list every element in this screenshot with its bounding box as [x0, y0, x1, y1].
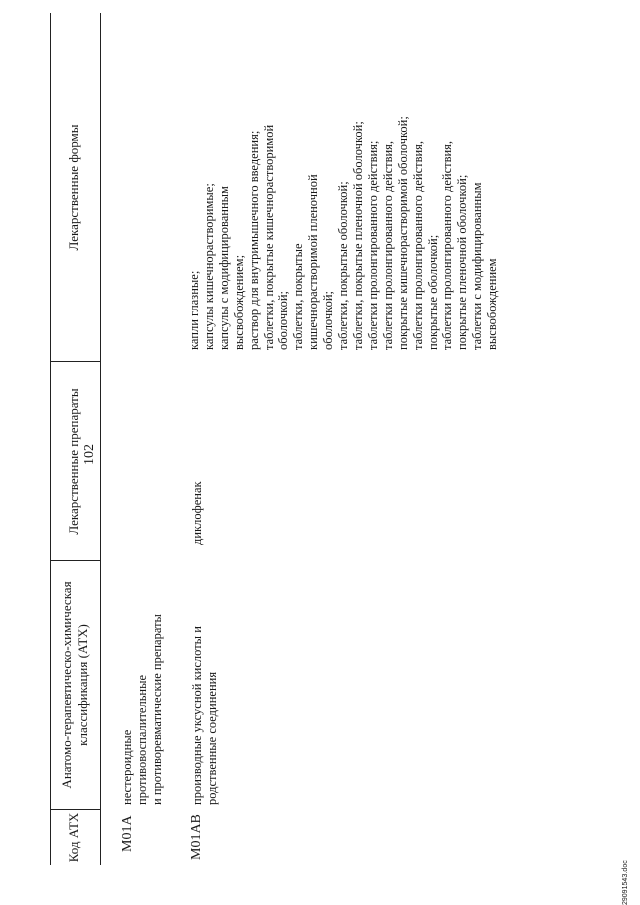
- form-line: таблетки, покрытые кишечнорастворимой: [261, 124, 276, 350]
- row1-class-line-3: и противоревматические препараты: [149, 614, 164, 805]
- form-line: покрытые пленочной оболочкой;: [455, 174, 470, 350]
- row2-classification: [190, 626, 220, 805]
- header-drugs: Лекарственные препараты: [66, 388, 81, 535]
- row1-class-line-2: противовоспалительные: [134, 674, 149, 805]
- row2-class-line-2: родственные соединения: [204, 671, 219, 805]
- form-line: покрытые оболочкой;: [425, 234, 440, 350]
- document-file-code: 2909154З.doc: [622, 860, 629, 905]
- row2-class-line-1: производные уксусной кислоты и: [190, 626, 204, 805]
- header-code: Код АТХ: [66, 812, 81, 863]
- form-line: покрытые кишечнорастворимой оболочкой;: [395, 116, 410, 350]
- form-line: таблетки, покрытые пленочной оболочкой;: [350, 121, 365, 350]
- header-forms: Лекарственные формы: [66, 124, 81, 251]
- row1-classification: [120, 614, 165, 805]
- row2-code: М01АВ: [189, 814, 204, 860]
- form-line: таблетки, покрытые: [291, 243, 306, 350]
- header-bottom-rule: [100, 13, 101, 865]
- form-line: капсулы кишечнорастворимые;: [201, 183, 216, 350]
- form-line: оболочкой;: [276, 291, 291, 350]
- form-line: капли глазные;: [187, 270, 201, 350]
- row1-class-line-1: нестероидные: [120, 729, 134, 805]
- form-line: таблетки пролонгированного действия,: [410, 140, 425, 350]
- form-line: высвобождением;: [231, 254, 246, 350]
- form-line: таблетки пролонгированного действия;: [365, 140, 380, 350]
- form-line: таблетки пролонгированного действия,: [440, 140, 455, 350]
- form-line: высвобождением: [485, 258, 500, 350]
- form-line: таблетки, покрытые оболочкой;: [336, 181, 351, 350]
- row1-code: М01А: [120, 815, 135, 852]
- table-top-rule: [50, 13, 51, 865]
- form-line: кишечнорастворимой пленочной: [306, 174, 321, 350]
- form-line: раствор для внутримышечного введения;: [246, 130, 261, 350]
- form-line: таблетки пролонгированного действия,: [380, 140, 395, 350]
- form-line: оболочкой;: [321, 291, 336, 350]
- form-line: таблетки с модифицированным: [470, 182, 485, 350]
- row2-drug: диклофенак: [190, 481, 204, 545]
- row2-forms-list: [187, 116, 500, 350]
- page-number: 102: [82, 444, 97, 465]
- header-classification: Анатомо-терапевтическо-химическая классификация (АТХ): [59, 581, 90, 789]
- form-line: капсулы с модифицированным: [216, 186, 231, 350]
